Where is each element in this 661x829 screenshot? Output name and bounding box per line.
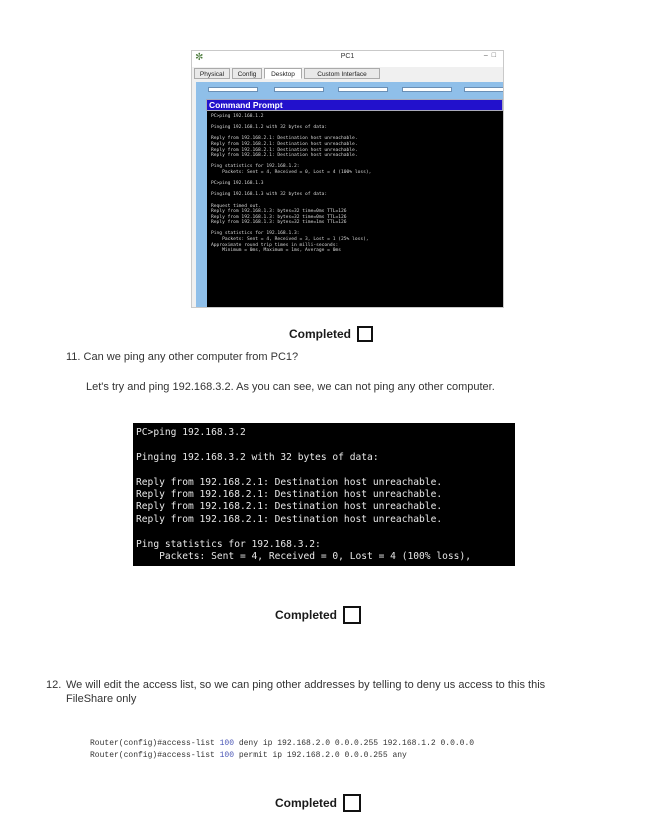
terminal-line: Reply from 192.168.2.1: Destination host unreachable. [136,501,443,513]
tab-desktop[interactable]: Desktop [264,68,302,79]
terminal-line: Reply from 192.168.1.3: bytes=32 time=1ms TTL=126 [211,220,347,226]
terminal-line [136,526,512,538]
completed-row-2 [275,606,361,624]
maximize-icon[interactable]: □ [491,52,500,59]
step-12-number: 12. [46,679,62,691]
terminal-line: Reply from 192.168.2.1: Destination host unreachable. [136,513,443,525]
completed-label: Completed [275,608,338,622]
terminal-line: Reply from 192.168.2.1: Destination host unreachable. [211,153,358,159]
desktop-icons-strip [196,85,503,95]
step-11-body: Let's try and ping 192.168.3.2. As you can see, we can not ping any other computer. [86,381,495,393]
terminal-line: Pinging 192.168.1.2 with 32 bytes of data: [211,125,328,131]
terminal-line: Reply from 192.168.2.1: Destination host unreachable. [211,147,358,153]
terminal-line: Reply from 192.168.1.3: bytes=32 time=0ms TTL=126 [211,214,347,220]
terminal-line: Reply from 192.168.2.1: Destination host unreachable. [136,488,443,500]
code-rest: deny ip 192.168.2.0 0.0.0.255 192.168.1.2 0.0.0.0 [234,739,475,748]
completed-row-1 [289,325,373,343]
completed-checkbox[interactable] [343,606,361,624]
terminal-line [136,439,512,451]
terminal-line: Pinging 192.168.1.3 with 32 bytes of data: [211,192,328,198]
terminal-line: Packets: Sent = 4, Received = 3, Lost = 1 (25% loss), [211,237,369,243]
completed-label: Completed [275,796,338,810]
code-prefix: Router(config)#access-list [90,751,220,760]
terminal-line: Minimum = 0ms, Maximum = 1ms, Average = 0ms [211,248,341,254]
desktop-app-icon[interactable] [402,87,452,92]
tab-config[interactable]: Config [232,68,262,79]
packet-tracer-window [191,50,504,308]
terminal-line: Ping statistics for 192.168.1.3: [211,231,300,237]
pt-terminal[interactable] [207,111,503,308]
terminal-line: Reply from 192.168.1.3: bytes=32 time=0ms TTL=126 [211,209,347,215]
terminal-line: Packets: Sent = 4, Received = 0, Lost = 4 (100% loss), [136,550,472,562]
terminal-line: Approximate round trip times in milli-seconds: [211,242,339,248]
completed-checkbox[interactable] [343,794,361,812]
tab-physical[interactable]: Physical [194,68,230,79]
app-icon: ✼ [195,52,204,63]
terminal-line [136,464,512,476]
desktop-app-icon[interactable] [274,87,324,92]
desktop-app-icon[interactable] [208,87,258,92]
desktop-app-icon[interactable] [338,87,388,92]
step-12-line-2: FileShare only [66,693,137,705]
window-controls[interactable] [484,52,500,59]
terminal-line: PC>ping 192.168.3.2 [136,427,246,438]
terminal-line: Pinging 192.168.3.2 with 32 bytes of data: [136,451,379,463]
desktop-app-icon[interactable] [464,87,504,92]
completed-checkbox[interactable] [357,326,373,342]
code-prefix: Router(config)#access-list [90,739,220,748]
window-title: PC1 [340,53,355,60]
window-titlebar [192,51,503,67]
terminal-line: Reply from 192.168.2.1: Destination host unreachable. [211,141,358,147]
minimize-icon[interactable]: – [483,52,492,59]
code-line-1 [90,738,474,749]
ping-terminal [133,423,515,566]
terminal-line: PC>ping 192.168.1.2 [211,114,264,119]
terminal-line: Ping statistics for 192.168.3.2: [136,538,321,550]
command-prompt-titlebar [206,99,503,111]
terminal-line: Reply from 192.168.2.1: Destination host unreachable. [136,476,443,488]
step-11-heading: 11. Can we ping any other computer from PC1? [66,351,299,363]
code-acl-number: 100 [219,739,235,748]
completed-row-3 [275,794,361,812]
completed-label: Completed [289,326,352,341]
desktop-area [196,82,503,307]
step-12-line-1: We will edit the access list, so we can ping other addresses by telling to deny us access to this this [66,679,546,691]
code-rest: permit ip 192.168.2.0 0.0.0.255 any [234,751,407,760]
terminal-line: Ping statistics for 192.168.1.2: [211,164,300,170]
terminal-line: Reply from 192.168.2.1: Destination host unreachable. [211,136,358,142]
tab-custom-interface[interactable]: Custom Interface [304,68,380,79]
code-acl-number: 100 [219,751,235,760]
terminal-line: Request timed out. [211,203,261,209]
terminal-line: PC>ping 192.168.1.3 [211,181,264,187]
terminal-line: Packets: Sent = 4, Received = 0, Lost = 4 (100% loss), [211,169,372,175]
command-prompt-title: Command Prompt [209,100,283,110]
code-line-2 [90,750,407,761]
pt-tab-bar [192,67,503,80]
